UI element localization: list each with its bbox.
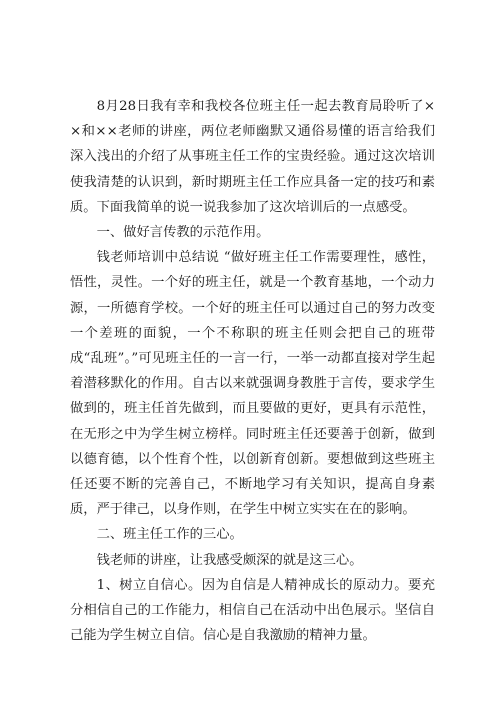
body-paragraph-2: 钱老师的讲座，让我感受颇深的就是这三心。 [96,552,363,568]
section-heading-2: 二、班主任工作的三心。 [96,527,243,543]
body-paragraph-3: 1、树立自信心。因为自信是人精神成长的原动力。要充分相信自己的工作能力，相信自己在活动中出色展示。坚信自己能为学生树立自信。信心是自我激励的精神力量。 [70,577,435,644]
intro-paragraph: 8月28日我有幸和我校各位班主任一起去教育局聆听了××和××老师的讲座，两位老师幽默又通俗易懂的语言给我们深入浅出的介绍了从事班主任工作的宝贵经验。通过这次培训使我清楚的认识到，新时期班主任工作应具备一定的技巧和素质。下面我简单的说一说我参加了这次培训后的一点感受。 [70,99,435,215]
body-paragraph-1: 钱老师培训中总结说 “做好班主任工作需要理性，感性，悟性，灵性。一个好的班主任，就是一个教育基地，一个动力源，一所德育学校。一个好的班主任可以通过自己的努力改变一个差班的面貌，一个不称职的班主任则会把自己的班带成“乱班”。”可见班主任的一言一行，一举一动都直接对学生起着潜移默化的作用。自古以来就强调身教胜于言传，要求学生做到的，班主任首先做到，而且要做的更好，更具有示范性，在无形之中为学生树立榜样。同时班主任还要善于创新，做到以德育德，以个性育个性，以创新育创新。要想做到这些班主任还要不断的完善自己，不断地学习有关知识，提高自身素质，严于律己，以身作则，在学生中树立实实在在的影响。 [70,250,435,518]
section-heading-1: 一、做好言传教的示范作用。 [96,225,270,241]
document-page [70,94,435,648]
